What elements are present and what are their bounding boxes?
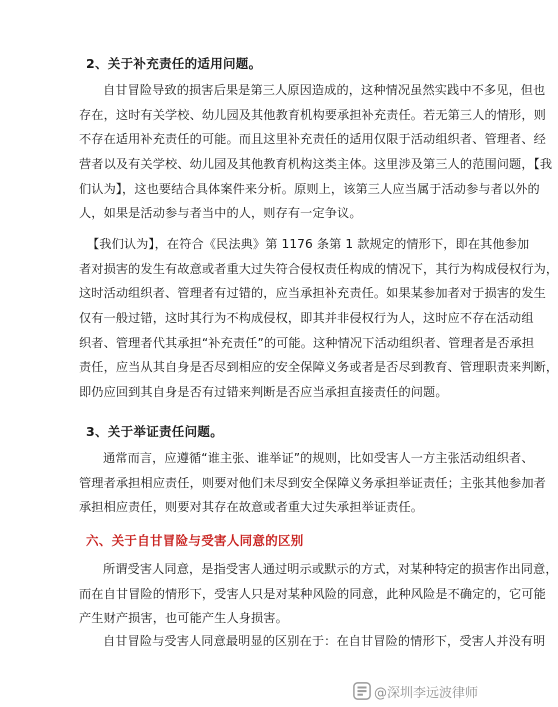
- text-line: 人，如果是活动参与者当中的人，则存有一定争议。: [79, 206, 362, 221]
- text-line: 者对损害的发生有故意或者重大过失符合侵权责任构成的情况下，其行为构成侵权行为，: [79, 261, 558, 276]
- section-heading-burden-of-proof: 3、关于举证责任问题。: [86, 424, 223, 439]
- text-line: 自甘冒险与受害人同意最明显的区别在于：在自甘冒险的情形下，受害人并没有明: [103, 634, 546, 648]
- text-line: 自甘冒险导致的损害后果是第三人原因造成的，这种情况虽然实践中不多见，但也: [103, 83, 546, 97]
- section-heading-consent-distinction: 六、关于自甘冒险与受害人同意的区别: [86, 533, 304, 548]
- text-line: 仅有一般过错，这时其行为不构成侵权，即其并非侵权行为人，这时应不存在活动组: [79, 311, 534, 326]
- paragraph-third-party-cause: [79, 78, 553, 226]
- paragraph-main-difference: [79, 629, 546, 654]
- text-line: 产生财产损害，也可能产生人身损害。: [79, 611, 288, 626]
- paragraph-who-claims-proves: [79, 446, 546, 520]
- text-line: 责任，应当从其自身是否尽到相应的安全保障义务或者是否尽到教育、管理职责来判断，: [79, 360, 558, 375]
- section-heading-supplementary-liability: 2、关于补充责任的适用问题。: [86, 56, 262, 71]
- paragraph-civil-code-1176: [79, 232, 558, 405]
- text-line: 这时活动组织者、管理者有过错的，应当承担补充责任。如果某参加者对于损害的发生: [79, 286, 546, 301]
- text-line: 即仍应回到其自身是否有过错来判断是否应当承担直接责任的问题。: [79, 385, 448, 400]
- text-line: 通常而言，应遵循“谁主张、谁举证”的规则，比如受害人一方主张活动组织者、: [103, 451, 534, 465]
- text-line: 营者以及有关学校、幼儿园及其他教育机构这类主体。这里涉及第三人的范围问题，【我: [79, 157, 553, 172]
- text-line: 不存在适用补充责任的可能。而且这里补充责任的适用仅限于活动组织者、管理者、经: [79, 132, 546, 147]
- text-line: 存在，这时有关学校、幼儿园及其他教育机构要承担补充责任。若无第三人的情形，则: [79, 107, 546, 122]
- watermark-text: @深圳李远波律师: [374, 685, 479, 701]
- text-line: 织者、管理者代其承担“补充责任”的可能。这种情况下活动组织者、管理者是否承担: [79, 335, 535, 350]
- text-line: 而在自甘冒险的情形下，受害人只是对某种风险的同意，此种风险是不确定的，它可能: [79, 586, 546, 601]
- text-line: 管理者承担相应责任，则要对他们未尽到安全保障义务承担举证责任；主张其他参加者: [79, 475, 546, 490]
- text-line: 们认为】，这也要结合具体案件来分析。原则上，该第三人应当属于活动参与者以外的: [79, 181, 540, 196]
- text-line: 所谓受害人同意，是指受害人通过明示或默示的方式，对某种特定的损害作出同意，: [103, 562, 558, 576]
- text-line: 承担相应责任，则要对其存在故意或者重大过失承担举证责任。: [79, 500, 424, 515]
- paragraph-victim-consent: [79, 557, 558, 631]
- watermark: [353, 680, 478, 702]
- toutiao-logo-icon: [353, 682, 371, 700]
- text-line: 【我们认为】，在符合《民法典》第 1176 条第 1 款规定的情形下，即在其他参加: [87, 237, 530, 251]
